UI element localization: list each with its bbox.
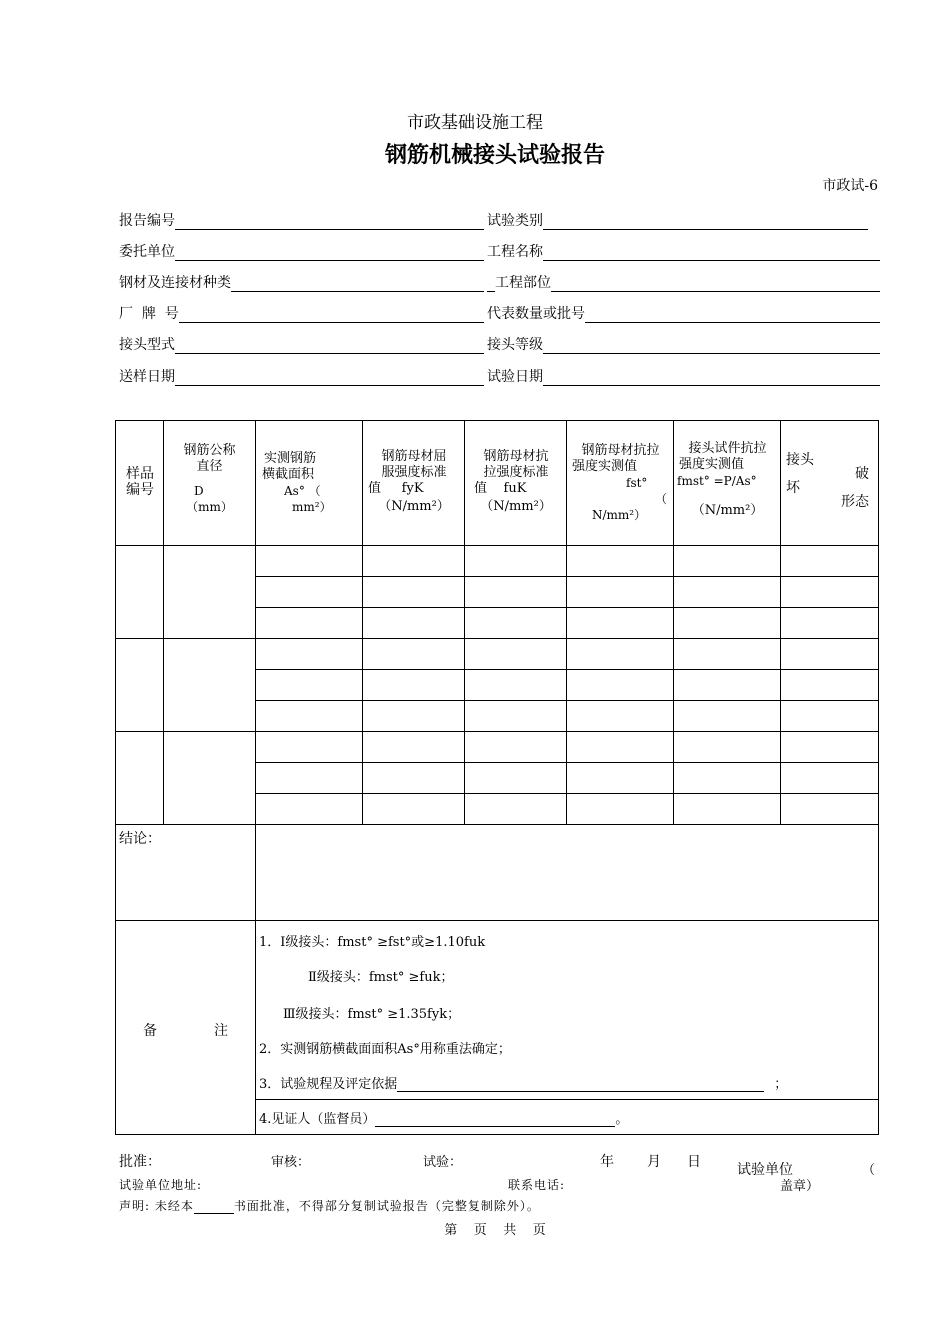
field-label: 试验日期: [487, 369, 543, 385]
field-label: 接头等级: [487, 337, 543, 353]
remarks-label: 备: [143, 1023, 157, 1039]
col-divider: [566, 420, 567, 824]
page-title: 钢筋机械接头试验报告: [384, 143, 605, 168]
footer-approve: 批准：: [119, 1154, 161, 1170]
conclusion-label: 结论：: [119, 831, 161, 847]
note-grade-2: Ⅱ级接头：fmst° ≥fuk；: [308, 970, 454, 985]
row-divider: [115, 545, 879, 546]
field-label: 报告编号: [119, 213, 175, 229]
row-divider: [115, 731, 879, 732]
row-divider: [255, 1099, 879, 1100]
field-joint-type[interactable]: [119, 334, 484, 354]
header-measured-area: 实测钢筋 横截面积 As° （ mm²）: [262, 451, 332, 514]
field-brand[interactable]: [119, 303, 484, 323]
note-end: 。: [615, 1112, 629, 1127]
footer-year: 年: [600, 1154, 614, 1170]
col-divider: [673, 420, 674, 824]
footer-test: 试验：: [423, 1155, 463, 1170]
col-divider: [464, 420, 465, 824]
note-label: 3．试验规程及评定依据: [259, 1077, 398, 1092]
row-divider: [115, 638, 879, 639]
test-table: [115, 420, 879, 1135]
note-grade-1: 1．Ⅰ级接头：fmst° ≥fst°或≥1.10fuk: [259, 935, 486, 950]
note-end: ；: [774, 1077, 788, 1092]
footer-month: 月: [647, 1154, 661, 1170]
row-divider: [255, 793, 879, 794]
header-yield-strength: 钢筋母材屈 服强度标准 值 fyK （N/mm²）: [368, 449, 450, 514]
footer-day: 日: [687, 1154, 701, 1170]
note-witness[interactable]: [259, 1108, 659, 1127]
field-label: 试验类别: [487, 213, 543, 229]
field-test-category[interactable]: [487, 210, 868, 230]
footer-address: 试验单位地址:: [119, 1178, 203, 1192]
footer-review: 审核：: [271, 1155, 311, 1170]
field-label: 工程部位: [495, 275, 551, 291]
field-label: 钢材及连接材种类: [119, 275, 231, 291]
row-divider: [115, 824, 879, 825]
row-divider: [255, 576, 879, 577]
row-divider: [255, 669, 879, 670]
note-grade-3: Ⅲ级接头：fmst° ≥1.35fyk；: [283, 1007, 461, 1022]
footer-statement: 声明: 未经本 书面批准，不得部分复制试验报告（完整复制除外）。: [119, 1199, 540, 1213]
field-label: 工程名称: [487, 244, 543, 260]
header-failure-mode: 接头 破 坏 形态: [786, 452, 869, 510]
field-sample-date[interactable]: [119, 366, 484, 386]
field-label: 送样日期: [119, 369, 175, 385]
field-material-type[interactable]: [119, 272, 484, 292]
row-divider: [255, 762, 879, 763]
row-divider: [255, 700, 879, 701]
field-label: 接头型式: [119, 337, 175, 353]
form-code: 市政试-6: [822, 178, 878, 194]
note-test-standard[interactable]: [259, 1073, 811, 1092]
field-test-date[interactable]: [487, 366, 880, 386]
note-label: 4.见证人（监督员）: [259, 1112, 376, 1127]
col-divider: [362, 420, 363, 824]
header-sample-number: 样品编号: [126, 466, 154, 498]
field-batch[interactable]: [487, 303, 880, 323]
row-divider: [115, 920, 879, 921]
row-divider: [255, 607, 879, 608]
footer-phone: 联系电话:: [508, 1178, 566, 1192]
field-client[interactable]: [119, 241, 484, 261]
field-project-name[interactable]: [487, 241, 880, 261]
header-tensile-measured: 钢筋母材抗拉 强度实测值 fst° （ N/mm²）: [572, 443, 667, 522]
footer-unit: 试验单位: [737, 1162, 793, 1178]
page-subtitle: 市政基础设施工程: [407, 113, 543, 133]
col-divider: [780, 420, 781, 824]
header-diameter: 钢筋公称 直径 D （mm）: [183, 443, 236, 514]
header-joint-strength: 接头试件抗拉 强度实测值 fmst° =P/As° （N/mm²）: [677, 441, 767, 518]
field-project-part[interactable]: [487, 272, 880, 292]
field-report-number[interactable]: [119, 210, 484, 230]
footer-page-number: 第 页 共 页: [444, 1223, 546, 1238]
field-label: 厂 牌 号: [119, 306, 179, 322]
remarks-label: 注: [214, 1023, 228, 1039]
footer-stamp-open: （: [862, 1163, 876, 1178]
footer-stamp: 盖章）: [780, 1179, 820, 1194]
field-label: 代表数量或批号: [487, 306, 585, 322]
field-joint-grade[interactable]: [487, 334, 880, 354]
note-area-method: 2．实测钢筋横截面面积As°用称重法确定；: [259, 1042, 511, 1057]
field-label: 委托单位: [119, 244, 175, 260]
header-tensile-standard: 钢筋母材抗 拉强度标准 值 fuK （N/mm²）: [474, 449, 552, 514]
col-divider: [255, 420, 256, 1135]
